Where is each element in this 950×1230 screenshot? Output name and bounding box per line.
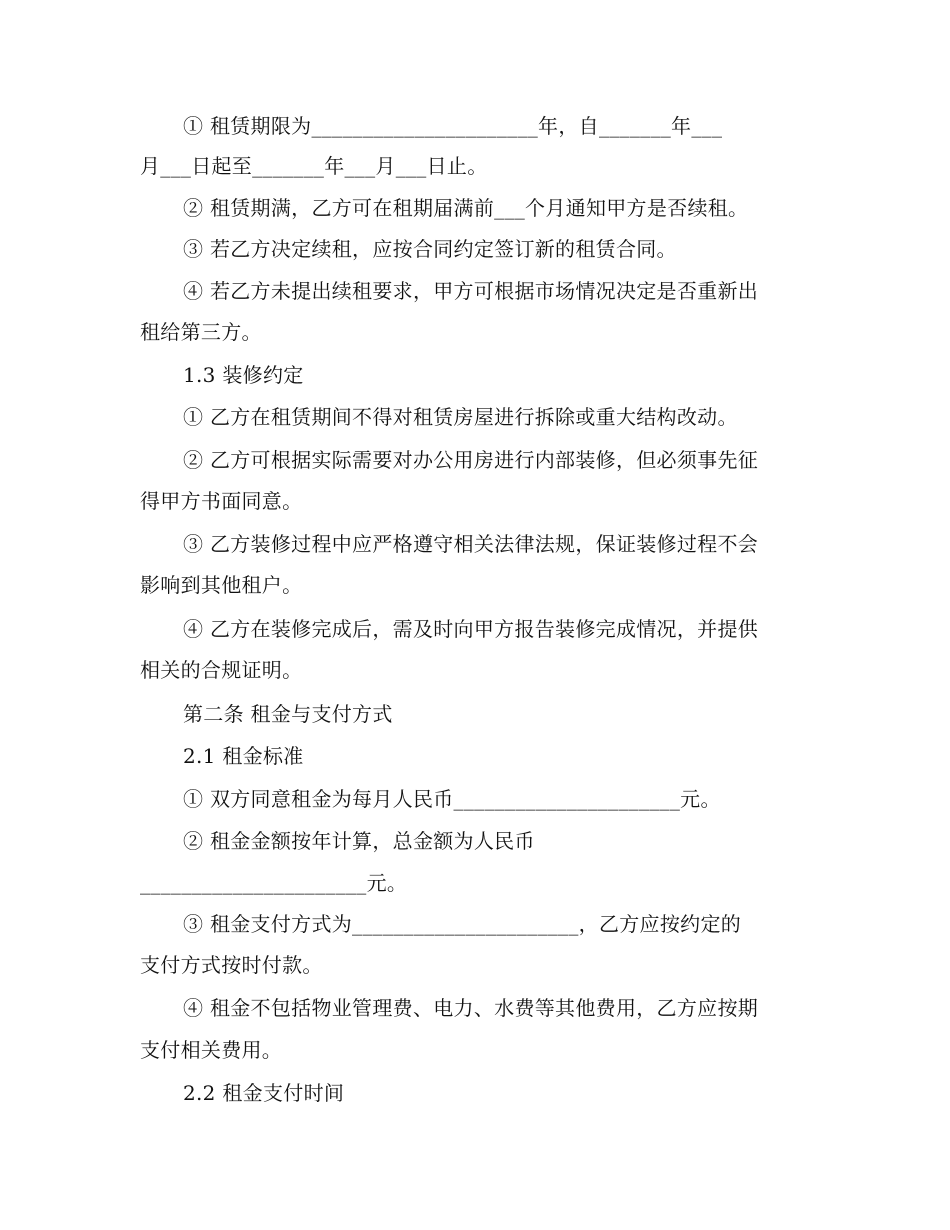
renovation-clause-1: ① 乙方在租赁期间不得对租赁房屋进行拆除或重大结构改动。	[183, 405, 738, 429]
other-fees-clause-cont: 支付相关费用。	[140, 1038, 283, 1062]
renovation-clause-4: ④ 乙方在装修完成后，需及时向甲方报告装修完成情况，并提供	[183, 617, 759, 641]
payment-method-clause-cont: 支付方式按时付款。	[140, 953, 323, 977]
renovation-clause-3: ③ 乙方装修过程中应严格遵守相关法律法规，保证装修过程不会	[183, 532, 759, 556]
section-heading-payment-time: 2.2 租金支付时间	[183, 1081, 345, 1105]
annual-rent-clause-cont: ______________________元。	[140, 871, 408, 895]
rent-amount-clause: ① 双方同意租金为每月人民币______________________元。	[183, 787, 721, 811]
lease-term-clause-cont: 月___日起至_______年___月___日止。	[140, 154, 488, 178]
renovation-clause-2: ② 乙方可根据实际需要对办公用房进行内部装修，但必须事先征	[183, 448, 759, 472]
other-fees-clause: ④ 租金不包括物业管理费、电力、水费等其他费用，乙方应按期	[183, 996, 759, 1020]
no-renewal-clause: ④ 若乙方未提出续租要求，甲方可根据市场情况决定是否重新出	[183, 279, 759, 303]
renovation-clause-4-cont: 相关的合规证明。	[140, 658, 303, 682]
article-heading-rent: 第二条 租金与支付方式	[183, 702, 393, 726]
section-heading-rent-standard: 2.1 租金标准	[183, 744, 304, 768]
no-renewal-clause-cont: 租给第三方。	[140, 320, 262, 344]
renovation-clause-3-cont: 影响到其他租户。	[140, 573, 303, 597]
payment-method-clause: ③ 租金支付方式为______________________，乙方应按约定的	[183, 912, 742, 936]
section-heading-renovation: 1.3 装修约定	[183, 363, 304, 387]
lease-term-clause: ① 租赁期限为______________________年，自_______年___	[183, 114, 723, 138]
annual-rent-clause: ② 租金金额按年计算，总金额为人民币	[183, 829, 535, 853]
renewal-contract-clause: ③ 若乙方决定续租，应按合同约定签订新的租赁合同。	[183, 237, 677, 261]
renewal-notice-clause: ② 租赁期满，乙方可在租期届满前___个月通知甲方是否续租。	[183, 196, 749, 220]
renovation-clause-2-cont: 得甲方书面同意。	[140, 489, 303, 513]
